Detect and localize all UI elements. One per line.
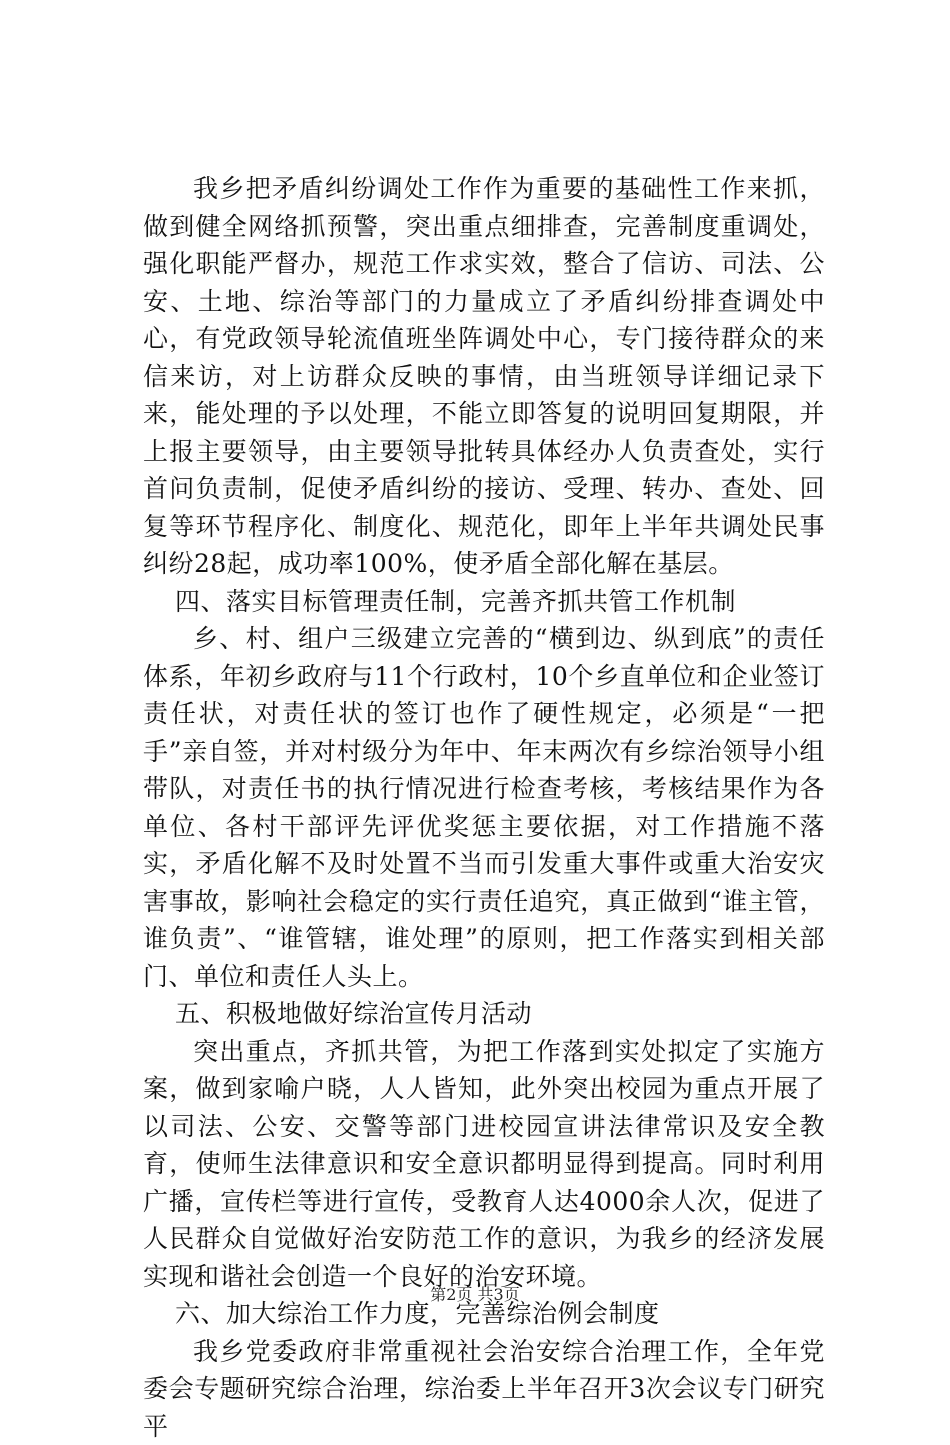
page-footer: 第2页 共3页 <box>0 1285 950 1305</box>
paragraph-meeting-system: 我乡党委政府非常重视社会治安综合治理工作，全年党委会专题研究综合治理，综治委上半年召开3次会议专门研究平 <box>143 1333 825 1445</box>
section-heading-6: 六、加大综治工作力度，完善综治例会制度 <box>143 1295 825 1333</box>
paragraph-dispute-mediation: 我乡把矛盾纠纷调处工作作为重要的基础性工作来抓，做到健全网络抓预警，突出重点细排查，完善制度重调处，强化职能严督办，规范工作求实效，整合了信访、司法、公安、土地、综治等部门的力量成立了矛盾纠纷排查调处中心，有党政领导轮流值班坐阵调处中心，专门接待群众的来信来访，对上访群众反映的事情，由当班领导详细记录下来，能处理的予以处理，不能立即答复的说明回复期限，并上报主要领导，由主要领导批转具体经办人负责查处，实行首问负责制，促使矛盾纠纷的接访、受理、转办、查处、回复等环节程序化、制度化、规范化，即年上半年共调处民事纠纷28起，成功率100%，使矛盾全部化解在基层。 <box>143 170 825 583</box>
section-heading-5: 五、积极地做好综治宣传月活动 <box>143 995 825 1033</box>
paragraph-responsibility-system: 乡、村、组户三级建立完善的“横到边、纵到底”的责任体系，年初乡政府与11个行政村，10个乡直单位和企业签订责任状，对责任状的签订也作了硬性规定，必须是“一把手”亲自签，并对村级分为年中、年末两次有乡综治领导小组带队，对责任书的执行情况进行检查考核，考核结果作为各单位、各村干部评先评优奖惩主要依据，对工作措施不落实，矛盾化解不及时处置不当而引发重大事件或重大治安灾害事故，影响社会稳定的实行责任追究，真正做到“谁主管，谁负责”、“谁管辖，谁处理”的原则，把工作落实到相关部门、单位和责任人头上。 <box>143 620 825 995</box>
section-heading-4: 四、落实目标管理责任制，完善齐抓共管工作机制 <box>143 583 825 621</box>
document-body <box>143 170 825 1445</box>
paragraph-publicity-month: 突出重点，齐抓共管，为把工作落到实处拟定了实施方案，做到家喻户晓，人人皆知，此外突出校园为重点开展了以司法、公安、交警等部门进校园宣讲法律常识及安全教育，使师生法律意识和安全意识都明显得到提高。同时利用广播，宣传栏等进行宣传，受教育人达4000余人次，促进了人民群众自觉做好治安防范工作的意识，为我乡的经济发展实现和谐社会创造一个良好的治安环境。 <box>143 1033 825 1296</box>
